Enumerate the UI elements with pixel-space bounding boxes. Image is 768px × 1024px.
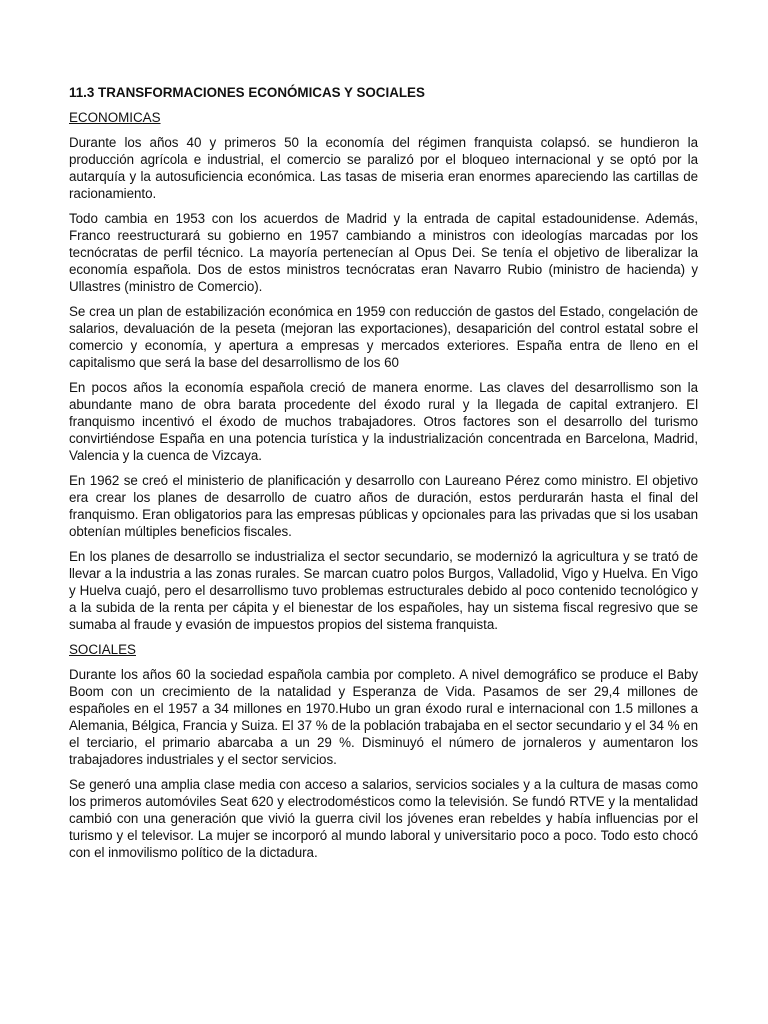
paragraph: Durante los años 60 la sociedad española cambia por completo. A nivel demográfico se produce el Baby Boom con un crecimiento de la natalidad y Esperanza de Vida. Pasamos de ser 29,4 millones de españoles en el 1957 a 34 millones en 1970.Hubo un gran éxodo rural e internacional con 1.5 millones a Alemania, Bélgica, Francia y Suiza. El 37 % de la población trabajaba en el sector secundario y el 34 % en el terciario, el primario abarcaba a un 29 %. Disminuyó el número de jornaleros y aumentaron los trabajadores industriales y el sector servicios. [69,667,698,767]
paragraph: Todo cambia en 1953 con los acuerdos de Madrid y la entrada de capital estadounidense. Además, Franco reestructurará su gobierno en 1957 cambiando a ministros con ideologías marcadas por los tecnócratas de perfil técnico. La mayoría pertenecían al Opus Dei. Se tenía el objetivo de liberalizar la economía española. Dos de estos ministros tecnócratas eran Navarro Rubio (ministro de hacienda) y Ullastres (ministro de Comercio). [69,211,698,294]
document-page [69,84,698,869]
paragraph: Se generó una amplia clase media con acceso a salarios, servicios sociales y a la cultura de masas como los primeros automóviles Seat 620 y electrodomésticos como la televisión. Se fundó RTVE y la mentalidad cambió con una generación que vivió la guerra civil los jóvenes eran rebeldes y había influencias por el turismo y el televisor. La mujer se incorporó al mundo laboral y universitario poco a poco. Todo esto chocó con el inmovilismo político de la dictadura. [69,777,698,860]
paragraph: En pocos años la economía española creció de manera enorme. Las claves del desarrollismo son la abundante mano de obra barata procedente del éxodo rural y la llegada de capital extranjero. El franquismo incentivó el éxodo de muchos trabajadores. Otros factores son el desarrollo del turismo convirtiéndose España en una potencia turística y la industrialización concentrada en Barcelona, Madrid, Valencia y la cuenca de Vizcaya. [69,380,698,463]
paragraph: En 1962 se creó el ministerio de planificación y desarrollo con Laureano Pérez como ministro. El objetivo era crear los planes de desarrollo de cuatro años de duración, estos perdurarán hasta el final del franquismo. Eran obligatorios para las empresas públicas y opcionales para las privadas que si los usaban obtenían múltiples beneficios fiscales. [69,473,698,539]
paragraph: En los planes de desarrollo se industrializa el sector secundario, se modernizó la agricultura y se trató de llevar a la industria a las zonas rurales. Se marcan cuatro polos Burgos, Valladolid, Vigo y Huelva. En Vigo y Huelva cuajó, pero el desarrollismo tuvo problemas estructurales debido al poco contenido tecnológico y a la subida de la renta per cápita y el bienestar de los españoles, hay un sistema fiscal regresivo que se sumaba al fraude y evasión de impuestos propios del sistema franquista. [69,549,698,632]
paragraph: Durante los años 40 y primeros 50 la economía del régimen franquista colapsó. se hundieron la producción agrícola e industrial, el comercio se paralizó por el bloqueo internacional y se optó por la autarquía y la autosuficiencia económica. Las tasas de miseria eran enormes apareciendo las cartillas de racionamiento. [69,135,698,201]
section-heading-economicas: ECONOMICAS [69,110,161,125]
section-heading-sociales: SOCIALES [69,642,136,657]
paragraph: Se crea un plan de estabilización económica en 1959 con reducción de gastos del Estado, congelación de salarios, devaluación de la peseta (mejoran las exportaciones), desaparición del control estatal sobre el comercio y economía, y apertura a empresas y mercados exteriores. España entra de lleno en el capitalismo que será la base del desarrollismo de los 60 [69,304,698,370]
document-title: 11.3 TRANSFORMACIONES ECONÓMICAS Y SOCIALES [69,85,425,100]
